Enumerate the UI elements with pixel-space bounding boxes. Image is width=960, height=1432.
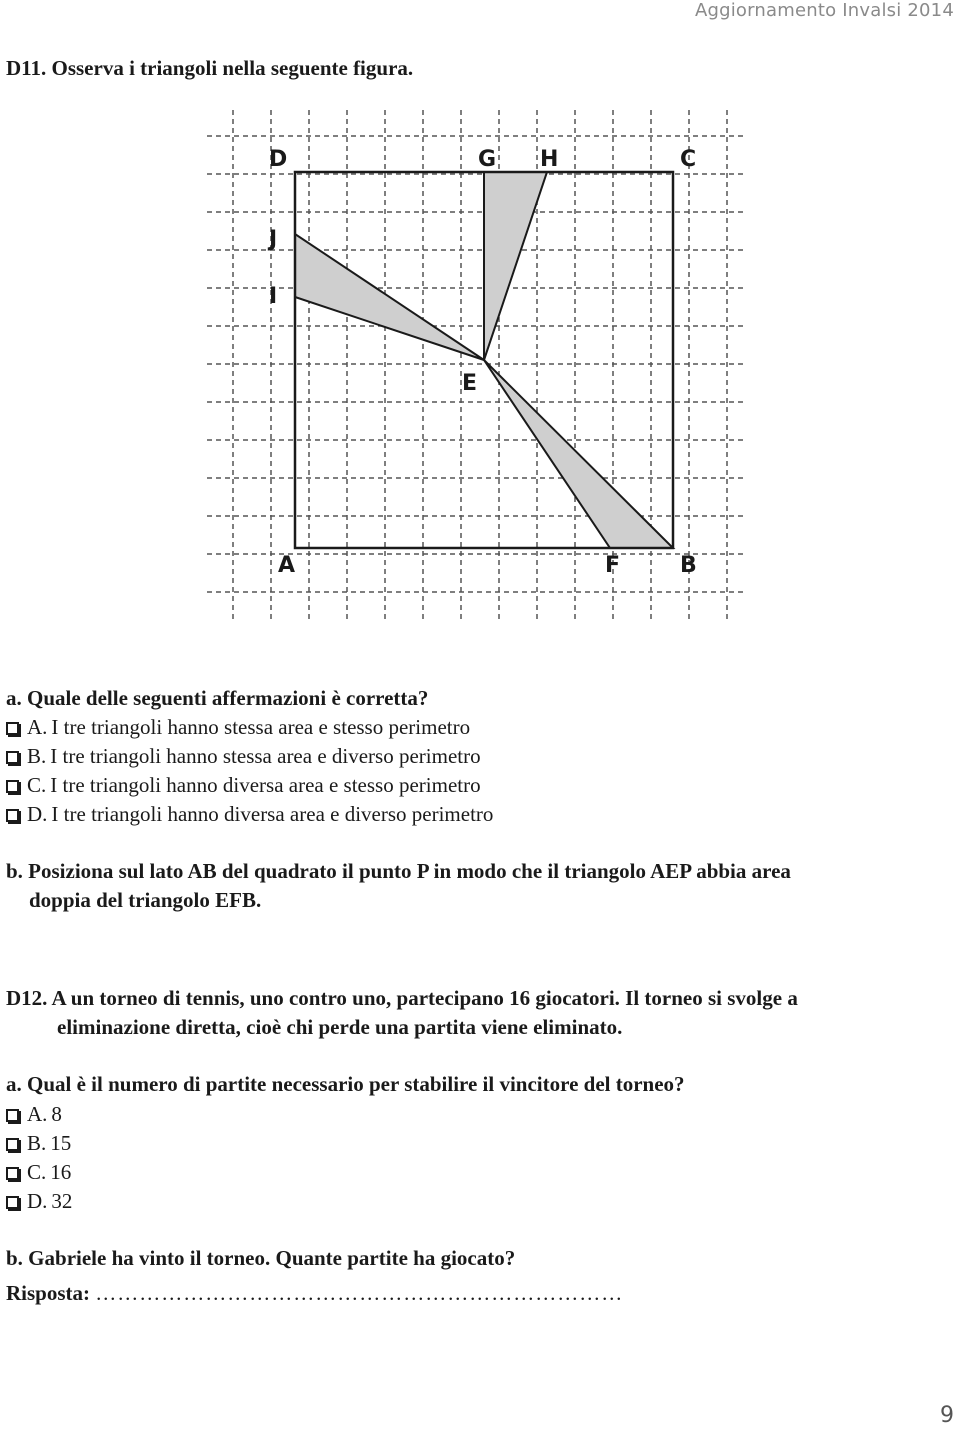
option-text: 32 [51,1189,73,1213]
question-d12a: a. Qual è il numero di partite necessario per stabilire il vincitore del torneo? [6,1072,685,1096]
question-d11-title: D11. Osserva i triangoli nella seguente figura. [6,56,414,80]
label-a: A [278,553,296,578]
option-label: C. [27,773,47,797]
question-d12-line2: eliminazione diretta, cioè chi perde una partita viene eliminato. [57,1015,623,1039]
option-d12a-c[interactable] [6,1160,71,1185]
option-d11a-a[interactable] [6,715,470,740]
question-d12-line1: D12. A un torneo di tennis, uno contro uno, partecipano 16 giocatori. Il torneo si svolge a [6,986,798,1010]
option-text: 8 [51,1102,62,1126]
option-label: B. [27,744,47,768]
triangle-eij [295,234,484,360]
question-d11b-line2: doppia del triangolo EFB. [29,888,262,912]
checkbox-icon[interactable] [6,751,19,764]
option-d12a-b[interactable] [6,1131,71,1156]
option-d12a-d[interactable] [6,1189,72,1214]
option-label: C. [27,1160,47,1184]
checkbox-icon[interactable] [6,809,19,822]
checkbox-icon[interactable] [6,1167,19,1180]
option-d12a-a[interactable] [6,1102,62,1127]
label-d: D [269,147,288,172]
question-d11a: a. Quale delle seguenti affermazioni è corretta? [6,686,429,710]
question-d11b-line1: b. Posiziona sul lato AB del quadrato il punto P in modo che il triangolo AEP abbia area [6,859,791,883]
option-label: D. [27,802,48,826]
option-label: A. [27,715,48,739]
answer-row [6,1281,623,1306]
answer-field[interactable]: ……………………………………………………………… [95,1281,624,1305]
label-c: C [680,147,697,172]
answer-label: Risposta: [6,1281,91,1305]
label-g: G [478,147,497,172]
option-d11a-b[interactable] [6,744,481,769]
question-d12b: b. Gabriele ha vinto il torneo. Quante partite ha giocato? [6,1246,516,1270]
label-h: H [540,147,559,172]
option-label: D. [27,1189,48,1213]
label-j: J [269,227,278,252]
option-text: I tre triangoli hanno diversa area e stesso perimetro [50,773,481,797]
page-number: 9 [940,1403,954,1428]
checkbox-icon[interactable] [6,722,19,735]
option-d11a-d[interactable] [6,802,493,827]
option-label: A. [27,1102,48,1126]
option-d11a-c[interactable] [6,773,481,798]
label-i: I [269,284,278,309]
label-f: F [605,553,621,578]
option-text: I tre triangoli hanno stessa area e diverso perimetro [50,744,481,768]
option-text: 16 [50,1160,72,1184]
option-label: B. [27,1131,47,1155]
page-header-title: Aggiornamento Invalsi 2014 [694,0,954,21]
option-text: I tre triangoli hanno diversa area e diverso perimetro [51,802,494,826]
geometry-figure [137,100,802,640]
label-e: E [462,371,478,396]
label-b: B [680,553,697,578]
option-text: I tre triangoli hanno stessa area e stesso perimetro [51,715,471,739]
checkbox-icon[interactable] [6,1196,19,1209]
checkbox-icon[interactable] [6,780,19,793]
triangle-efb [484,360,673,548]
option-text: 15 [50,1131,72,1155]
checkbox-icon[interactable] [6,1138,19,1151]
checkbox-icon[interactable] [6,1109,19,1122]
